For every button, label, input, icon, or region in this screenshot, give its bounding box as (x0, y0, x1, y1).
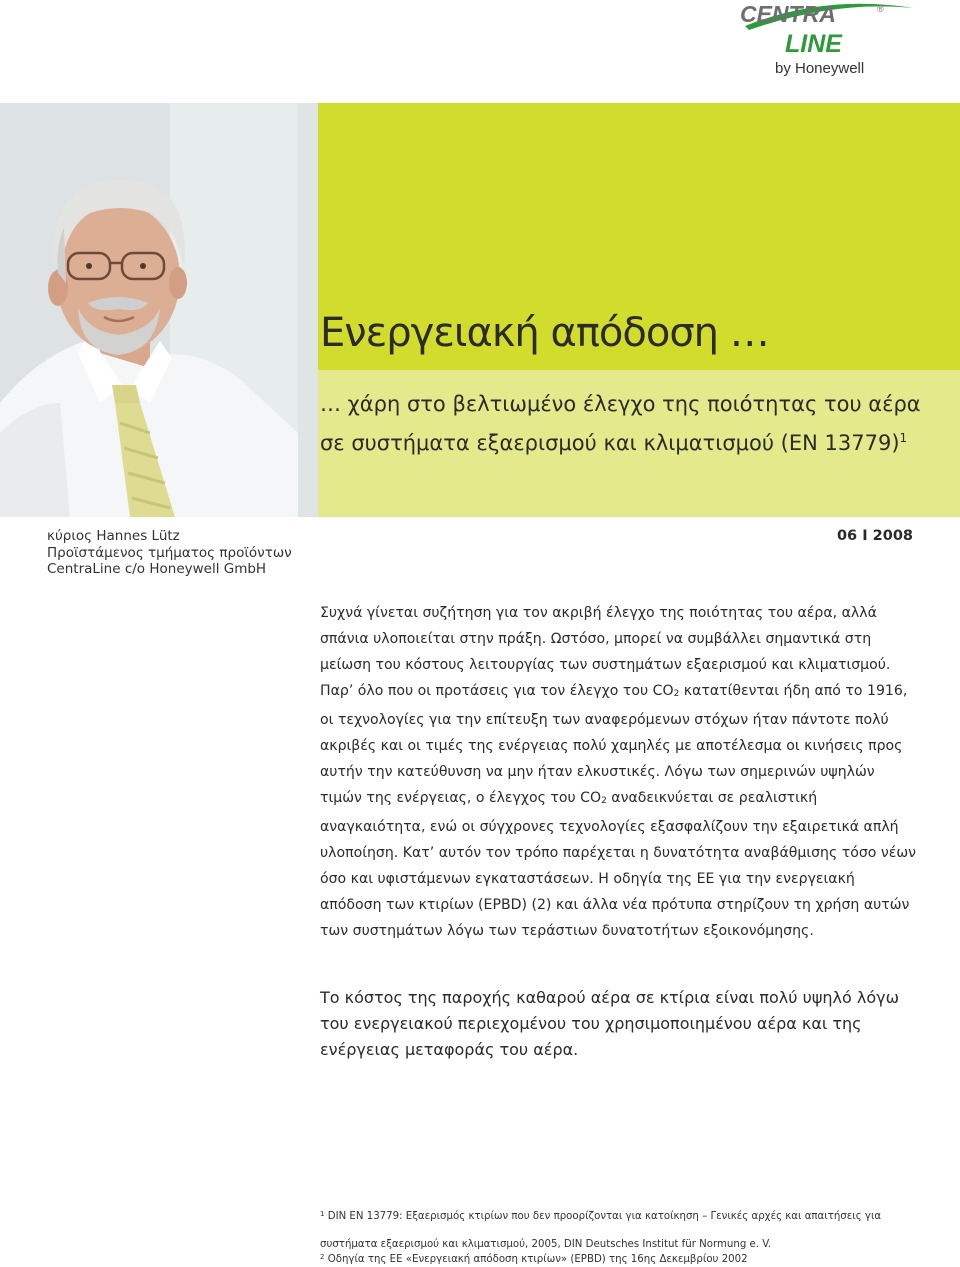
logo-byline: by Honeywell (775, 60, 865, 77)
author-name: κύριος Hannes Lütz (47, 528, 180, 544)
logo-bottom-text: LINE (785, 30, 842, 58)
author-company: CentraLine c/o Honeywell GmbH (47, 561, 267, 577)
pull-quote: Το κόστος της παροχής καθαρού αέρα σε κτίρια είναι πολύ υψηλό λόγω του ενεργειακού περιεχομένου του χρησιμοποιημένου αέρα και της ενέργειας μεταφοράς του αέρα. (320, 988, 899, 1059)
co2-subscript-1: 2 (673, 689, 680, 699)
issue-date: 06 I 2008 (836, 528, 913, 544)
footnote-1 (320, 1200, 920, 1259)
footnote-2 (320, 1253, 920, 1265)
page-subtitle (320, 387, 940, 460)
footnote-2-number: 2 (320, 1253, 325, 1261)
body-text-part-1: Παρ’ όλο που οι προτάσεις για τον έλεγχο του CO (320, 683, 674, 699)
footnote-2-text: Οδηγία της ΕΕ «Ενεργειακή απόδοση κτιρίων» (EPBD) της 16ης Δεκεμβρίου 2002 (327, 1254, 748, 1265)
page-title: Ενεργειακή απόδοση … (320, 310, 769, 356)
logo-registered-mark: ® (877, 4, 884, 14)
author-block (47, 528, 292, 578)
body-paragraph (320, 678, 920, 944)
portrait-illustration (0, 103, 298, 517)
page-subtitle-text: … χάρη στο βελτιωμένο έλεγχο της ποιότητας του αέρα σε συστήματα εξαερισμού και κλιματισμού (EN 13779) (320, 392, 921, 455)
body-text-part-2: κατατίθενται ήδη από το 1916, οι τεχνολογίες για την επίτευξη των αναφερόμενων στόχων ήταν πάντοτε πολύ ακριβές και οι τιμές της ενέργειας πολύ χαμηλές με αποτέλεσμα οι κινήσεις προς αυτήν την κατεύθυνση να μην ήταν ελκυστικές. Λόγω των σημερινών υψηλών τιμών της ενέργειας, ο έλεγχος του CO (320, 683, 908, 806)
centraline-logo (735, 0, 915, 82)
logo-top-text: CENTRA (740, 1, 836, 27)
author-role: Προϊστάμενος τμήματος προϊόντων (47, 544, 292, 561)
subtitle-footnote-ref: 1 (899, 431, 908, 445)
portrait-edge (298, 103, 318, 517)
footnote-1-number: 1 (320, 1210, 325, 1218)
author-portrait (0, 103, 298, 517)
body-text-part-3: αναδεικνύεται σε ρεαλιστική αναγκαιότητα, ενώ οι σύγχρονες τεχνολογίες εξασφαλίζουν την εξαιρετικά απλή υλοποίηση. Κατ’ αυτόν τον τρόπο παρέχεται η δυνατότητα αναβάθμισης τόσο νέων όσο και υφιστάμενων εγκαταστάσεων. Η οδηγία της ΕΕ για την ενεργειακή απόδοση των κτιρίων (EPBD) (2) και άλλα νέα πρότυπα στηρίζουν τη χρήση αυτών των συστημάτων λόγω των τεράστιων δυνατοτήτων εξοικονόμησης. (320, 790, 917, 939)
co2-subscript-2: 2 (601, 796, 607, 806)
lead-paragraph: Συχνά γίνεται συζήτηση για τον ακριβή έλεγχο της ποιότητας του αέρα, αλλά σπάνια υλοποιείται στην πράξη. Ωστόσο, μπορεί να συμβάλλει σημαντικά στη μείωση του κόστους λειτουργίας των συστημάτων εξαερισμού και κλιματισμού. (320, 605, 891, 673)
centraline-logo-mark (735, 0, 915, 60)
footnote-1-text: DIN EN 13779: Εξαερισμός κτιρίων που δεν προορίζονται για κατοίκηση – Γενικές αρχές και απαιτήσεις για συστήματα εξαερισμού και κλιματισμού, 2005, DIN Deutsches Institut für Normung e. V. (320, 1211, 882, 1250)
